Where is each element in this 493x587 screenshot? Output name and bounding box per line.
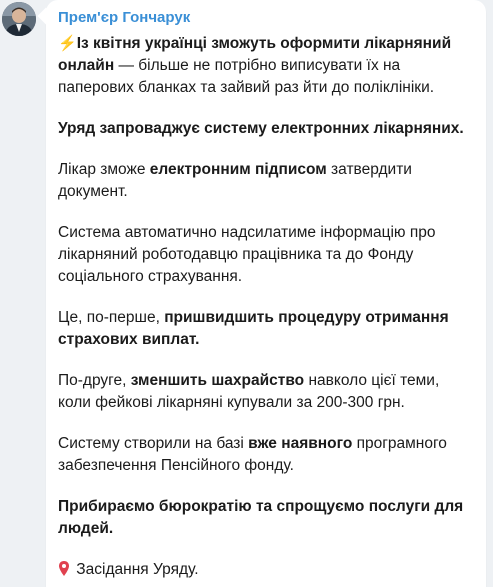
message-text (58, 33, 468, 587)
text-span: По-друге, (58, 372, 131, 389)
bold-text: зменшить шахрайство (130, 372, 305, 389)
message-paragraph (58, 159, 468, 203)
bold-text: пришвидшить процедуру отримання страхових виплат. (58, 309, 449, 348)
message-paragraph (58, 33, 468, 99)
bold-text: Уряд запроваджує систему електронних лікарняних. (58, 120, 464, 137)
text-span: Система автоматично надсилатиме інформацію про лікарняний роботодавцю працівника та до Фонду соціального страхування. (58, 224, 436, 285)
message-paragraph (58, 118, 468, 140)
text-span: навколо цієї теми, коли фейкові лікарняні купували за 200-300 грн. (58, 372, 440, 411)
text-span: Лікар зможе (58, 161, 150, 178)
lightning-icon: ⚡️ (58, 35, 77, 52)
bold-text: Прибираємо бюрократію та спрощуємо послуги для людей. (58, 498, 464, 537)
bold-text: вже наявного (248, 435, 353, 452)
text-span: Засідання Уряду. (72, 561, 199, 578)
message-bubble (46, 0, 486, 587)
text-span: затвердити документ. (58, 161, 412, 200)
avatar[interactable] (2, 2, 36, 36)
text-span: програмного забезпечення Пенсійного фонду. (58, 435, 447, 474)
message-paragraph (58, 307, 468, 351)
text-span: Систему створили на базі (58, 435, 249, 452)
message-paragraph (58, 496, 468, 540)
bold-text: електронним підписом (149, 161, 327, 178)
message-paragraph (58, 433, 468, 477)
pin-icon (58, 560, 70, 584)
bold-text: Із квітня українці зможуть оформити лікарняний онлайн (58, 35, 452, 74)
author-name[interactable]: Прем'єр Гончарук (58, 9, 191, 26)
message-paragraph (58, 370, 468, 414)
text-span: — більше не потрібно виписувати їх на паперових бланках та зайвий раз йти до поліклініки. (58, 57, 435, 96)
text-span: Це, по-перше, (58, 309, 165, 326)
message-paragraph (58, 222, 468, 288)
message-paragraph (58, 559, 468, 584)
